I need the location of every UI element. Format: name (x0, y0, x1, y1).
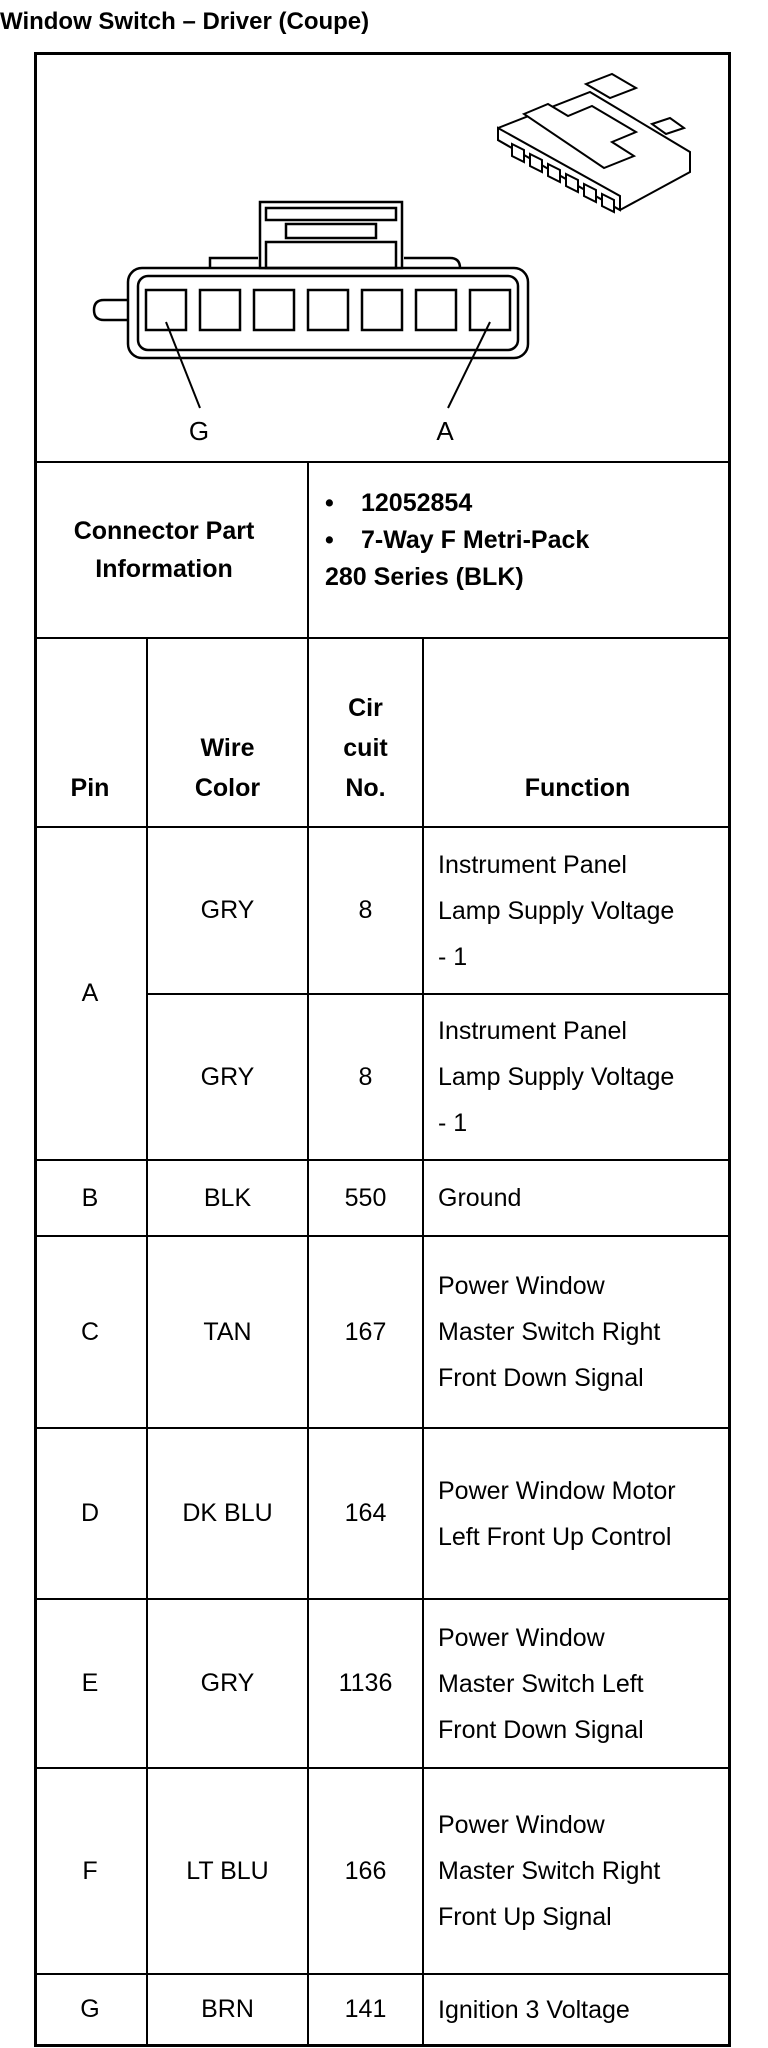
pin-cavities (146, 290, 510, 330)
connector-iso-icon (498, 74, 690, 212)
pin-cell: C (80, 1317, 100, 1346)
wire-color-cell: TAN (203, 1317, 252, 1346)
circuit-cell: 164 (344, 1499, 387, 1527)
function-cell: Ignition 3 Voltage (438, 1995, 630, 2024)
wire-color-cell: GRY (200, 1062, 255, 1091)
circuit-cell: 166 (344, 1856, 387, 1885)
function-cell: Instrument Panel Lamp Supply Voltage - 1 (438, 850, 675, 971)
header-wire-color: Wire Color (194, 734, 261, 802)
function-cell: Instrument Panel Lamp Supply Voltage - 1 (438, 1017, 675, 1137)
circuit-cell: 550 (344, 1183, 387, 1212)
pin-cell: G (80, 1995, 100, 2023)
wire-color-cell: BRN (201, 1995, 254, 2023)
connector-series: 280 Series (BLK) (325, 563, 524, 591)
pin-cell: B (81, 1183, 99, 1212)
pin-cell: A (81, 979, 99, 1007)
function-cell: Ground (438, 1184, 522, 1212)
function-cell: Power Window Master Switch Right Front Up Signal (438, 1811, 661, 1931)
function-cell: Power Window Master Switch Left Front Down Signal (438, 1623, 644, 1744)
circuit-cell: 8 (358, 1062, 373, 1091)
connector-info-label: Connector Part Information (73, 517, 255, 583)
header-circuit-no: Cir cuit No. (343, 694, 388, 802)
pin-cell: D (80, 1499, 100, 1527)
connector-face-icon (94, 202, 528, 358)
connector-description: 7-Way F Metri-Pack (361, 526, 590, 554)
header-function: Function (524, 774, 631, 802)
circuit-cell: 141 (344, 1995, 387, 2023)
wire-color-cell: BLK (203, 1183, 252, 1212)
divider (307, 461, 309, 639)
pin-cell: F (82, 1856, 98, 1885)
pin-cell: E (81, 1669, 99, 1697)
connector-diagram (0, 0, 768, 460)
function-cell: Power Window Master Switch Right Front Down Signal (438, 1272, 661, 1392)
circuit-cell: 1136 (338, 1669, 393, 1697)
pin-a-label: A (436, 416, 454, 446)
function-cell: Power Window Motor Left Front Up Control (438, 1476, 676, 1551)
connector-info-details: • 12052854 • 7-Way F Metri-Pack 280 Series (BLK) (325, 485, 589, 596)
pin-g-label: G (188, 416, 210, 446)
circuit-cell: 8 (358, 896, 373, 924)
part-number: 12052854 (361, 489, 473, 517)
wire-color-cell: GRY (200, 1669, 255, 1697)
wire-color-cell: DK BLU (182, 1499, 273, 1527)
circuit-cell: 167 (344, 1317, 387, 1346)
wire-color-cell: GRY (200, 896, 255, 924)
header-pin: Pin (70, 774, 110, 802)
page-title: Window Switch – Driver (Coupe) (0, 8, 370, 35)
wire-color-cell: LT BLU (186, 1856, 269, 1885)
